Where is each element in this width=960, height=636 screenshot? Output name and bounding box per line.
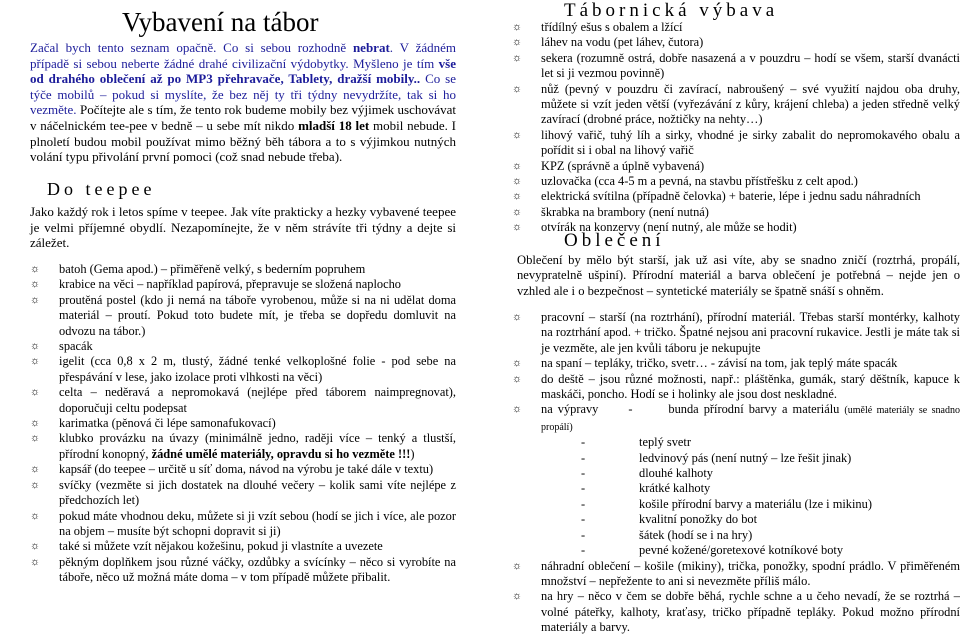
list-item [512, 159, 960, 174]
text-run: ) [410, 446, 415, 461]
clothes-intro: Oblečení by mělo být starší, jak už asi víte, aby se snadno zničí (roztrhá, propálí, nevypratelně ušpiní). Přírodní materiál a barva oblečení je potřebná – nejde jen o vzhled ale i o bezpečnost – syntetické materiály se špatně snáší s ohněm. [517, 253, 960, 298]
dash: - [581, 543, 586, 558]
sun-icon: ☼ [30, 417, 41, 430]
list-item [30, 354, 456, 385]
list-item-text: nůž (pevný v pouzdru či zavírací, nabroušený – své využití najdou oba druhy, můžete si vzít jeden větší (vyřezávání z kůry, krájení chleba) a jeden středně velký zavírací (drobné práce, nožtičky na nehty…) [541, 81, 960, 127]
sub-list-text: košile přírodní barvy a materiálu (lze i mikinu) [639, 496, 872, 511]
teepee-paragraph: Jako každý rok i letos spíme v teepee. Jak víte prakticky a hezky vybavené teepee je velmi příjemné obydlí. Nezapomínejte, že v něm strávíte tři týdny a dejte si záležet. [30, 204, 456, 251]
text-run: také si můžete vzít nějakou kožešinu, pokud ji vlastníte a uvezete [59, 539, 383, 554]
list-item [512, 189, 960, 204]
sun-icon: ☼ [30, 386, 41, 399]
list-item [512, 51, 960, 82]
list-item [512, 559, 960, 590]
text-run: pěkným doplňkem jsou různé váčky, ozdůbky a svícínky – něco si vyrobíte na táboře, něco už možná máte doma – v tom případě můžete přibalit. [59, 554, 456, 585]
sun-icon: ☼ [512, 357, 523, 370]
list-item [512, 35, 960, 50]
list-item [512, 589, 960, 635]
teepee-items-list [30, 262, 456, 586]
list-item-text: sekera (rozumně ostrá, dobře nasazená a v pouzdru – hodí se všem, starší dvanácti let si ji vezmou povinně) [541, 50, 960, 81]
sub-list-text: dlouhé kalhoty [639, 466, 713, 481]
list-item-text: pracovní – starší (na roztrhání), přírodní materiál. Třebas starší montérky, kalhoty na roztrhání apod. + tričko. Špatné nejsou ani pracovní rukavice. Jestli je máte tak si je vezměte, ale jen kvůli táboru je nekupujte [541, 310, 960, 355]
list-item-text: náhradní oblečení – košile (mikiny), trička, ponožky, spodní prádlo. V přiměřeném množství – nepřežente to ani si nevezměte příliš málo. [541, 558, 960, 588]
sun-icon: ☼ [30, 355, 41, 368]
sub-list-text: teplý svetr [639, 435, 691, 450]
text-run: mobil nebude. I plnoletí budou mobil používat mimo běžný běh tábora a to s výjimkou nutných volání typu přivolání první pomoci (což snad nebude třeba). [30, 117, 456, 165]
sub-list-text: šátek (hodí se i na hry) [639, 527, 753, 542]
sun-icon: ☼ [30, 432, 41, 445]
text-run: žádné umělé materiály, opravdu si ho vezměte !!! [151, 446, 411, 461]
dash: - [581, 512, 586, 527]
sub-list-item [541, 451, 960, 466]
list-item-text: láhev na vodu (pet láhev, čutora) [541, 35, 704, 50]
text-run: pokud máte vhodnou deku, můžete si ji vzít sebou (hodí se jich i více, ale pozor na objem – musíte být schopni dopravit si ji) [59, 508, 456, 538]
text-run: celta – neděravá a nepromokavá (nejlépe před táborem naimpregnovat), doporučuji celtu podepsat [59, 385, 456, 415]
sun-icon: ☼ [512, 372, 523, 385]
sun-icon: ☼ [512, 205, 523, 218]
sub-list-item [541, 435, 960, 450]
list-item [30, 431, 456, 462]
clothes-heading: Oblečení [564, 230, 665, 251]
sub-list-item [541, 512, 960, 527]
list-item-text: KPZ (správně a úplně vybavená) [541, 158, 705, 173]
text-run: mladší 18 let [298, 117, 370, 133]
list-item-text: třídílný ešus s obalem a lžící [541, 20, 683, 34]
sun-icon: ☼ [30, 278, 41, 291]
list-item-text: lihový vařič, tuhý líh a sirky, vhodné je sirky zabalit do nepromokavého obalu a pořídit si i obal na lihový vařič [541, 127, 960, 158]
list-item [30, 462, 456, 477]
dash: - [581, 481, 586, 496]
list-item [30, 262, 456, 277]
list-item-text: do deště – jsou různé možnosti, např.: pláštěnka, gumák, starý děštník, kapuce k maskáči, poncho. Hodí se i holinky ale jsou dost neskladné. [541, 371, 960, 402]
sub-list-item [541, 543, 960, 558]
sun-icon: ☼ [512, 21, 523, 33]
sun-icon: ☼ [512, 190, 523, 203]
dash: - [581, 466, 586, 481]
text-run: svíčky (vezměte si jich dostatek na dlouhé večery – kolik sami víte nejlépe z předchozích let) [59, 477, 456, 508]
text-run: nebrat [352, 40, 390, 55]
sun-icon: ☼ [30, 463, 41, 476]
sun-icon: ☼ [512, 311, 523, 323]
sub-list-item [541, 497, 960, 512]
teepee-heading: Do teepee [47, 179, 156, 199]
list-item [512, 356, 960, 371]
sun-icon: ☼ [30, 340, 41, 353]
sub-list-text: pevné kožené/goretexové kotníkové boty [639, 543, 844, 558]
sun-icon: ☼ [512, 559, 523, 572]
list-item [30, 539, 456, 554]
list-item [30, 509, 456, 540]
text-run: spacák [59, 339, 93, 354]
dash: - [581, 450, 586, 465]
text-run: Počítejte ale s tím, že tento rok budeme mobily bez výjimek uschovávat v náčelnickém tee-pee v bedně – u sebe mít nikdo [30, 102, 457, 133]
list-item [30, 416, 456, 431]
list-item [30, 339, 456, 354]
list-item-main: bunda přírodní barvy a materiálu [668, 402, 845, 417]
list-item [512, 128, 960, 159]
list-item [512, 310, 960, 356]
sun-icon: ☼ [512, 82, 523, 95]
sun-icon: ☼ [30, 509, 41, 522]
sun-icon: ☼ [512, 221, 523, 234]
page-title: Vybavení na tábor [122, 7, 319, 37]
text-run: vše od drahého oblečení až po MP3 přehravače, Tablety, dražší mobily.. [30, 55, 456, 87]
list-item [512, 20, 960, 35]
list-item [512, 372, 960, 403]
sub-list-text: kvalitní ponožky do bot [639, 512, 758, 527]
list-item [30, 293, 456, 339]
sun-icon: ☼ [512, 590, 523, 603]
equipment-heading: Tábornická výbava [564, 0, 779, 21]
text-run: kapsář (do teepee – určitě u síť doma, návod na výrobu je také dále v textu) [59, 462, 434, 477]
list-item [512, 174, 960, 189]
intro-paragraph [30, 40, 456, 165]
sub-list-item [541, 466, 960, 481]
list-item-text: otvírák na konzervy (není nutný, ale může se hodit) [541, 220, 797, 235]
list-item-text: na spaní – tepláky, tričko, svetr… - závisí na tom, jak teplý máte spacák [541, 356, 898, 371]
list-item [30, 385, 456, 416]
sun-icon: ☼ [30, 555, 41, 568]
dash: - [581, 435, 586, 450]
dash: - [628, 402, 633, 417]
text-run: proutěná postel (kdo ji nemá na táboře vyrobenou, může si na ni udělat doma materiál – proutí. Pokud toto budete mít, je třeba se dopředu domluvit na odvozu na tábor.) [59, 292, 456, 338]
list-item-text: na hry – něco v čem se dobře běhá, rychle schne a u čeho nevadí, že se roztrhá – volné páteřky, kalhoty, kraťasy, tričko případně tepláky. Pokud možno přírodní materiály a barvy. [541, 589, 960, 635]
equipment-list [512, 20, 960, 236]
dash: - [581, 496, 586, 511]
clothes-list [512, 310, 960, 636]
sun-icon: ☼ [512, 128, 523, 141]
text-run: batoh (Gema apod.) – přiměřeně velký, s bederním popruhem [59, 262, 366, 276]
list-item-text: uzlovačka (cca 4-5 m a pevná, na stavbu přístřešku z celt apod.) [541, 174, 858, 189]
text-run: klubko provázku na úvazy (minimálně jedno, raději více – tenký a tlustší, přírodní konopný, [59, 431, 456, 461]
sun-icon: ☼ [30, 540, 41, 553]
text-run: . V žádném případě si sebou neberte žádné drahé civilizační výdobytky. Myšleno je tím [30, 40, 456, 71]
list-item-text: elektrická svítilna (případně čelovka) + baterie, lépe i jednu sadu náhradních [541, 189, 921, 204]
text-run: krabice na věci – například papírová, přepravuje se složená naplocho [59, 277, 401, 292]
sun-icon: ☼ [512, 36, 523, 49]
text-run: Co se týče mobilů – pokud si myslíte, že bez něj ty tři týdny nevydržíte, tak si ho vezměte. [30, 71, 456, 118]
text-run: karimatka (pěnová či lépe samonafukovací) [59, 416, 276, 431]
sun-icon: ☼ [512, 175, 523, 188]
sun-icon: ☼ [30, 478, 41, 491]
list-item-text: škrabka na brambory (není nutná) [541, 204, 709, 219]
list-item [512, 402, 960, 558]
list-item [512, 82, 960, 128]
sub-list-text: krátké kalhoty [639, 481, 711, 496]
list-item [30, 277, 456, 292]
text-run: Začal bych tento seznam opačně. Co si sebou rozhodně [30, 40, 353, 55]
sun-icon: ☼ [512, 51, 523, 64]
text-run: igelit (cca 0,8 x 2 m, tlustý, žádné tenké velkoplošné folie - pod sebe na přespávání v lese, jako izolace proti vlhkosti na věci) [59, 354, 456, 384]
sub-list [541, 435, 960, 558]
sub-list-item [541, 481, 960, 496]
sun-icon: ☼ [30, 293, 41, 306]
list-item [512, 205, 960, 220]
list-item-text: na výpravy [541, 402, 599, 417]
sun-icon: ☼ [30, 263, 41, 275]
sun-icon: ☼ [512, 159, 523, 172]
sub-list-item [541, 528, 960, 543]
list-item-note: (umělé materiály se snadno propálí) [541, 405, 960, 433]
dash: - [581, 527, 586, 542]
sub-list-text: ledvinový pás (není nutný – lze řešit jinak) [639, 450, 852, 465]
list-item [30, 555, 456, 586]
sun-icon: ☼ [512, 403, 523, 416]
list-item [30, 478, 456, 509]
